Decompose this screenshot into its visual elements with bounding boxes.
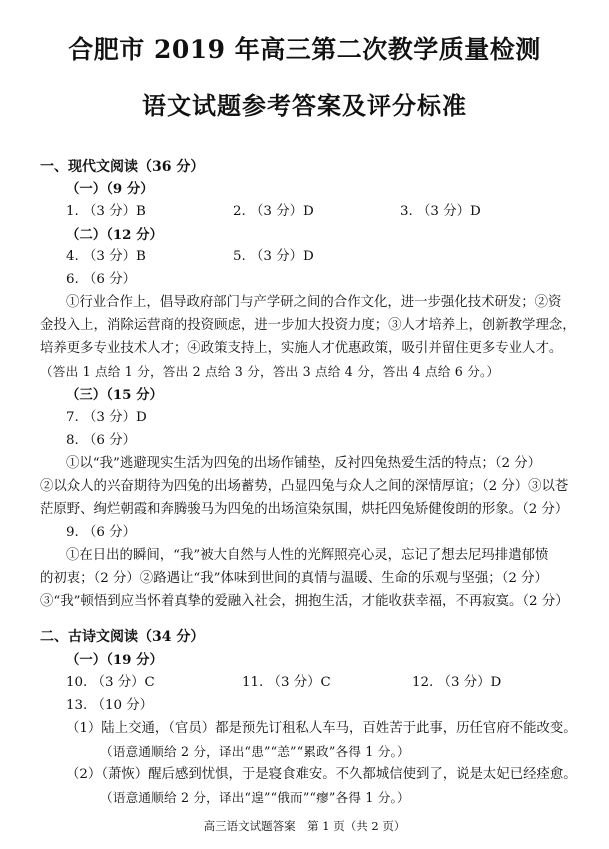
answer-q12: 12. （3 分）D (412, 675, 502, 690)
answer-q9-line-1: ①在日出的瞬间，“我”被大自然与人性的光辉照亮心灵，忘记了想去尼玛排遣郁愤 (66, 548, 549, 563)
answer-q8-line-2: ②以众人的兴奋期待为四兔的出场蓄势，凸显四兔与众人之间的深情厚谊；（2 分）③以苍 (40, 479, 569, 494)
answer-q9-line-3: ③“我”顿悟到应当怀着真挚的爱融入社会，拥抱生活，才能收获幸福，不再寂寞。（2 分） (40, 594, 569, 609)
section-1-part-2: （二）（12 分） (66, 227, 163, 243)
answer-q8-line-1: ①以“我”逃避现实生活为四兔的出场作铺垫，反衬四兔热爱生活的特点；（2 分） (66, 456, 542, 471)
section-2-heading: 二、古诗文阅读（34 分） (40, 629, 205, 645)
answer-q6-line-3: 培养更多专业技术人才；④政策支持上，实施人才优惠政策，吸引并留住更多专业人才。 (40, 341, 563, 356)
answer-q1: 1. （3 分）B (66, 204, 146, 219)
answer-q13-header: 13. （10 分） (66, 698, 154, 713)
answer-q6-scoring: （答出 1 点给 1 分，答出 2 点给 3 分，答出 3 点给 4 分，答出 4 点给 6 分。） (40, 364, 500, 379)
answer-q11: 11. （3 分）C (242, 675, 331, 690)
answer-q13-1: （1）陆上交通，（官员）都是预先订租私人车马，百姓苦于此事，历任官府不能改变。 (66, 721, 577, 736)
page-footer: 高三语文试题答案 第 1 页（共 2 页） (203, 819, 406, 833)
section-2-part-1: （一）（19 分） (66, 652, 163, 668)
section-1-part-1: （一）（9 分） (66, 181, 154, 197)
document-subtitle: 语文试题参考答案及评分标准 (142, 91, 467, 120)
answer-q13-2: （2）（萧恢）醒后感到忧惧，于是寝食难安。不久都城信使到了，说是太妃已经痊愈。 (66, 767, 577, 782)
answer-q9-line-2: 的初衷；（2 分）②路遇让“我”体味到世间的真情与温暖、生命的乐观与坚强；（2 分） (40, 571, 548, 586)
section-1-part-3: （三）（15 分） (66, 387, 163, 403)
answer-q4: 4. （3 分）B (66, 249, 146, 264)
answer-q7: 7. （3 分）D (66, 410, 147, 425)
answer-q10: 10. （3 分）C (66, 675, 155, 690)
answer-q13-2-scoring: （语意通顺给 2 分，译出“遑”“俄而”“瘳”各得 1 分。） (100, 790, 410, 805)
answer-q13-1-scoring: （语意通顺给 2 分，译出“患”“恙”“累政”各得 1 分。） (100, 744, 410, 759)
answer-q5: 5. （3 分）D (233, 249, 314, 264)
answer-q9-header: 9. （6 分） (66, 525, 136, 540)
answer-q3: 3. （3 分）D (400, 204, 481, 219)
section-1-heading: 一、现代文阅读（36 分） (40, 159, 205, 175)
answer-q8-line-3: 茫原野、绚烂朝霞和奔腾骏马为四兔的出场渲染氛围，烘托四兔矫健俊朗的形象。（2 分） (40, 502, 569, 517)
answer-q2: 2. （3 分）D (233, 204, 314, 219)
document-title: 合肥市 2019 年高三第二次教学质量检测 (68, 35, 541, 64)
answer-q6-line-1: ①行业合作上，倡导政府部门与产学研之间的合作文化，进一步强化技术研发；②资 (66, 295, 562, 310)
answer-q6-header: 6. （6 分） (66, 272, 136, 287)
answer-q6-line-2: 金投入上，消除运营商的投资顾虑，进一步加大投资力度；③人才培养上，创新教学理念， (40, 318, 576, 333)
answer-q8-header: 8. （6 分） (66, 433, 136, 448)
